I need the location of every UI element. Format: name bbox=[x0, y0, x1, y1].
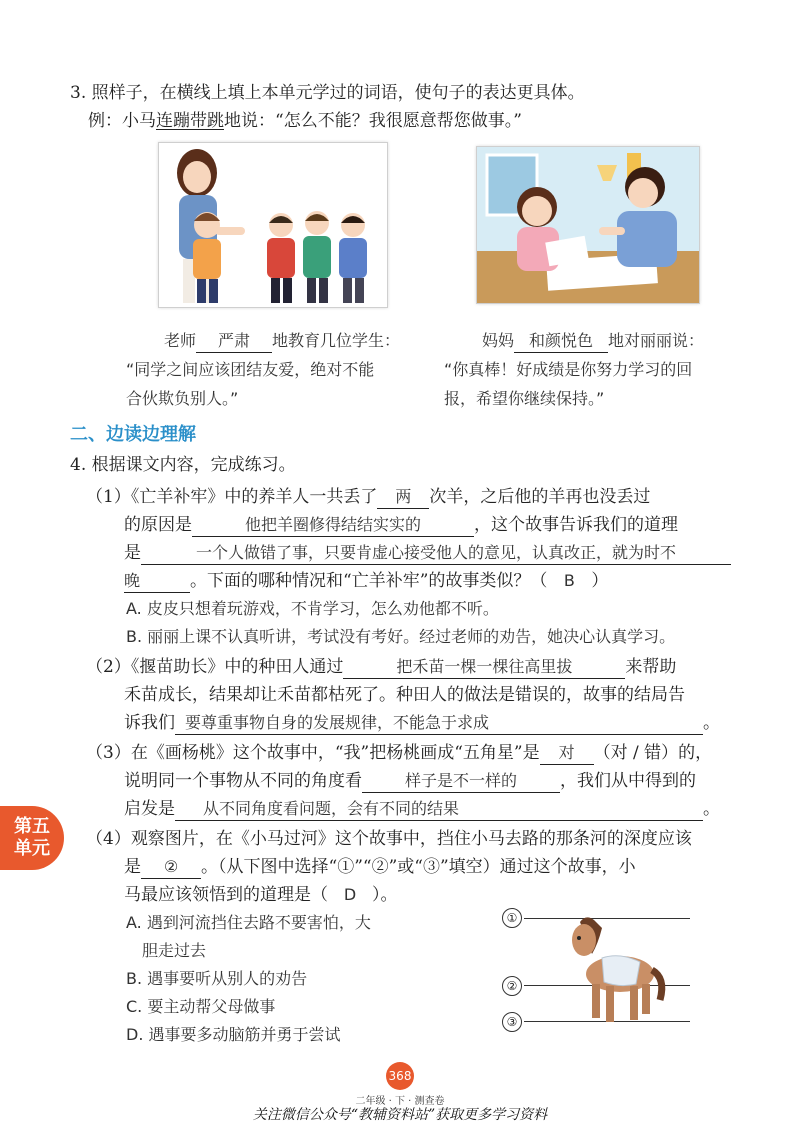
p1-blank-count: 两 bbox=[377, 486, 429, 509]
p1-option-b: B. 丽丽上课不认真听讲，考试没有考好。经过老师的劝告，她决心认真学习。 bbox=[126, 627, 676, 646]
pony-icon bbox=[562, 914, 672, 1034]
unit-side-tab bbox=[0, 806, 64, 870]
depth-mark-2: ② bbox=[502, 976, 522, 996]
p1-blank-reason: 他把羊圈修得结结实实的 bbox=[192, 514, 474, 537]
q4-p3-line2: 说明同一个事物从不同的角度看 样子是不一样的 ，我们从中得到的 bbox=[124, 771, 696, 791]
p3-blank-judgement: 对 bbox=[540, 742, 594, 765]
q4-p4-line2: 是 ② 。（从下图中选择“①”“②”或“③”填空）通过这个故事，小 bbox=[124, 857, 636, 877]
mother-daughter-illustration bbox=[476, 146, 700, 304]
left-verb: 地教育几位学生： bbox=[272, 331, 401, 350]
p3-blank-view: 样子是不一样的 bbox=[362, 770, 560, 793]
unit-tab-line2: 单元 bbox=[14, 838, 50, 859]
unit-tab-line1: 第五 bbox=[14, 816, 50, 837]
p4-option-d: D. 遇事要多动脑筋并勇于尝试 bbox=[126, 1025, 341, 1044]
q4-p1-line1: （1）《亡羊补牢》中的养羊人一共丢了 两 次羊，之后他的羊再也没丢过 bbox=[86, 487, 651, 507]
right-answer-blank: 和颜悦色 bbox=[514, 330, 608, 353]
right-subject: 妈妈 bbox=[482, 331, 515, 350]
section-2-title: 二、边读边理解 bbox=[70, 424, 196, 445]
q3-example bbox=[88, 108, 522, 134]
left-caption bbox=[126, 326, 426, 413]
q4-p4-line1: （4）观察图片，在《小马过河》这个故事中，挡住小马去路的那条河的深度应该 bbox=[86, 829, 692, 849]
p1-choice: B bbox=[563, 571, 575, 590]
q4-p2-line3: 诉我们 要尊重事物自身的发展规律，不能急于求成 。 bbox=[124, 713, 720, 733]
left-caption-line2: “同学之间应该团结友爱，绝对不能 bbox=[126, 360, 375, 379]
right-verb: 地对丽丽说： bbox=[608, 331, 705, 350]
right-caption bbox=[444, 326, 754, 413]
p2-blank-method: 把禾苗一棵一棵往高里拔 bbox=[343, 656, 625, 679]
left-answer-blank: 严肃 bbox=[196, 330, 272, 353]
p1-blank-lesson-end: 晚 bbox=[124, 570, 190, 593]
example-suffix: 地说：“怎么不能？我很愿意帮您做事。” bbox=[224, 111, 522, 131]
left-subject: 老师 bbox=[164, 331, 197, 350]
q4-title: 4. 根据课文内容，完成练习。 bbox=[70, 455, 296, 475]
p1-option-a: A. 皮皮只想着玩游戏，不肯学习，怎么劝他都不听。 bbox=[126, 599, 499, 618]
example-prefix: 例：小马 bbox=[88, 111, 156, 131]
q4-p3-line1: （3）在《画杨桃》这个故事中，“我”把杨桃画成“五角星”是 对 （对 / 错）的， bbox=[86, 743, 713, 763]
p2-blank-lesson: 要尊重事物自身的发展规律，不能急于求成 bbox=[175, 712, 703, 735]
p4-option-c: C. 要主动帮父母做事 bbox=[126, 997, 276, 1016]
depth-mark-1: ① bbox=[502, 908, 522, 928]
q4-p4-line3: 马最应该领悟到的道理是（ D ）。 bbox=[124, 882, 398, 908]
p4-blank-depth: ② bbox=[141, 856, 201, 879]
q4-p1-line2: 的原因是 他把羊圈修得结结实实的 ，这个故事告诉我们的道理 bbox=[124, 515, 678, 535]
q4-p1-line3: 是 一个人做错了事，只要肯虚心接受他人的意见，认真改正，就为时不 bbox=[124, 540, 731, 566]
q4-p1-line4: 晚 。下面的哪种情况和“亡羊补牢”的故事类似？（ B ） bbox=[124, 568, 608, 594]
pony-depth-diagram bbox=[500, 904, 700, 1034]
q3-title: 3. 照样子，在横线上填上本单元学过的词语，使句子的表达更具体。 bbox=[70, 83, 585, 103]
p1-blank-lesson: 一个人做错了事，只要肯虚心接受他人的意见，认真改正，就为时不 bbox=[141, 542, 731, 565]
p4-option-a: A. 遇到河流挡住去路不要害怕，大 bbox=[126, 913, 371, 932]
q4-p3-line3: 启发是 从不同角度看问题，会有不同的结果 。 bbox=[124, 799, 720, 819]
teacher-students-illustration bbox=[158, 142, 388, 308]
depth-mark-3: ③ bbox=[502, 1012, 522, 1032]
q4-p2-line2: 禾苗成长，结果却让禾苗都枯死了。种田人的做法是错误的，故事的结局告 bbox=[124, 685, 685, 705]
q4-p2-line1: （2）《揠苗助长》中的种田人通过 把禾苗一棵一棵往高里拔 来帮助 bbox=[86, 657, 677, 677]
footer-notice: 关注微信公众号“教辅资料站”获取更多学习资料 bbox=[252, 1107, 548, 1123]
footer-book: 二年级 · 下 · 测查卷 bbox=[355, 1096, 445, 1107]
example-word: 连蹦带跳 bbox=[156, 111, 224, 131]
page-number-badge: 368 bbox=[386, 1062, 414, 1090]
p3-blank-lesson: 从不同角度看问题，会有不同的结果 bbox=[175, 798, 703, 821]
p4-choice: D bbox=[343, 885, 357, 904]
right-caption-line3: 报，希望你继续保持。” bbox=[444, 389, 605, 408]
p4-option-b: B. 遇事要听从别人的劝告 bbox=[126, 969, 308, 988]
left-caption-line3: 合伙欺负别人。” bbox=[126, 389, 239, 408]
p4-option-a-cont: 胆走过去 bbox=[142, 941, 207, 960]
right-caption-line2: “你真棒！好成绩是你努力学习的回 bbox=[444, 360, 693, 379]
